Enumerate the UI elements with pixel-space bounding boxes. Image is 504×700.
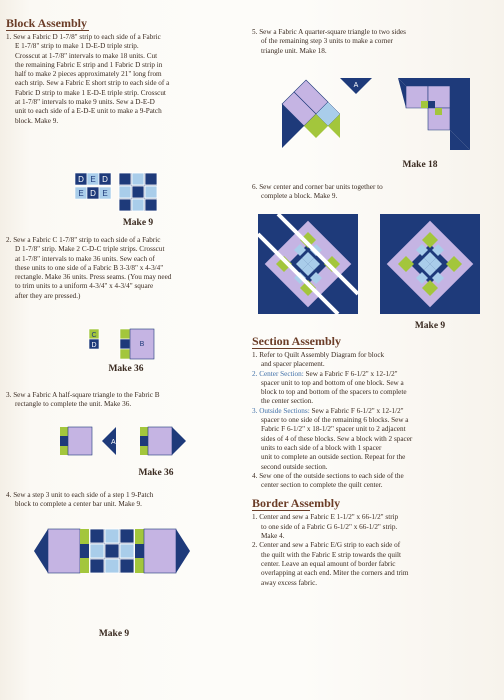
- step-1-line: 1. Sew a Fabric D 1-7/8" strip to each side of a Fabric: [6, 33, 161, 41]
- a-label: A: [353, 82, 359, 89]
- ded-label: D: [102, 175, 108, 184]
- step-2-line: D 1-7/8" strip. Make 2 C-D-C triple strips. Crosscut: [15, 245, 165, 254]
- step-5: [252, 28, 490, 56]
- step-3: [6, 391, 244, 410]
- section-assembly-heading: Section Assembly: [252, 334, 342, 348]
- section-assembly: [252, 334, 490, 588]
- section-step-2: block to top and bottom of the spacers to complete: [261, 388, 407, 397]
- step-6-line: complete a block. Make 9.: [261, 192, 338, 201]
- hst-unit-parts: [60, 427, 116, 455]
- border-step-1: to one side of a Fabric G 6-1/2" x 66-1/2" strip.: [261, 522, 398, 531]
- block-complete: [380, 214, 480, 314]
- nine-patch-block: [119, 173, 157, 211]
- border-step-2: 2. Center and sew a Fabric E/G strip to each side of: [252, 541, 401, 550]
- step-1-line: block. Make 9.: [15, 116, 59, 125]
- center-bar-diagram: [22, 520, 232, 644]
- step-1-line: Fabric D strip to make 1 E-D-E triple strip. Crosscut: [15, 88, 166, 97]
- section-step-2: the center section.: [261, 397, 314, 406]
- ded-strip: [75, 173, 111, 199]
- section-step-1: and spacer placement.: [261, 360, 325, 369]
- make-36-label: Make 36: [108, 364, 144, 374]
- step-2-line: at 1-7/8" intervals to make 36 units. Sew each of: [15, 254, 155, 263]
- section-step-4: 4. Sew one of the outside sections to each side of the: [252, 471, 404, 480]
- section-step-2: spacer unit to top and bottom of one block. Sew a: [261, 378, 404, 387]
- corner-unit-complete: [398, 78, 470, 150]
- border-step-2: away excess fabric.: [261, 578, 318, 587]
- cd-label: C: [91, 332, 97, 339]
- border-step-2: center. Leave an equal amount of border fabric: [261, 559, 396, 568]
- step-1-line: unit to each side of a E-D-E unit to make a 9-Patch: [15, 107, 162, 116]
- step-1-line: E 1-7/8" strip to make 1 D-E-D triple strip.: [15, 42, 139, 51]
- b-label: B: [139, 341, 145, 348]
- block-in-parts: [258, 214, 358, 314]
- step-3-line: 3. Sew a Fabric A half-square triangle to the Fabric B: [6, 391, 160, 399]
- border-assembly-heading: Border Assembly: [252, 496, 341, 511]
- finished-block-diagram: [256, 210, 496, 334]
- make-9-label: Make 9: [98, 629, 130, 639]
- step-6-line: 6. Sew center and corner bar units together to: [252, 183, 383, 191]
- ded-label: E: [102, 189, 108, 198]
- section-step-3: spacer to one side of the remaining 6 blocks. Sew a: [261, 416, 409, 425]
- section-step-3: units to each side of a block with 1 spacer: [261, 443, 382, 452]
- step-1-line: Crosscut at 1-7/8" intervals to make 18 units. Cut: [15, 51, 158, 60]
- step-2-line: after they are pressed.): [15, 291, 81, 300]
- ded-label: D: [78, 175, 84, 184]
- nine-patch-diagram: [72, 172, 222, 228]
- corner-unit-parts: [280, 72, 372, 148]
- section-step-3: sides of 4 of these blocks. Sew a block with 2 spacer: [261, 434, 413, 443]
- border-step-1: 1. Center and sew a Fabric E 1-1/2" x 66-1/2" strip: [252, 513, 399, 522]
- section-step-3: second outside section.: [261, 462, 328, 471]
- step-1: [6, 33, 244, 126]
- make-9-label: Make 9: [122, 218, 154, 228]
- make-36-label: Make 36: [138, 468, 174, 478]
- cd-label: D: [91, 342, 97, 349]
- step-2-line: 2. Sew a Fabric C 1-7/8" strip to each side of a Fabric: [6, 236, 161, 244]
- step-2: [6, 236, 244, 301]
- ded-label: E: [78, 189, 84, 198]
- step-3-line: rectangle to complete the unit. Make 36.: [15, 400, 132, 409]
- hst-unit-diagram: [58, 424, 208, 484]
- block-assembly-heading: Block Assembly: [6, 16, 88, 30]
- corner-unit-diagram: [280, 72, 490, 172]
- center-nine-patch: [90, 529, 134, 573]
- step-1-line: each strip. Sew a Fabric E short strip to each side of a: [15, 79, 170, 88]
- step-4-line: 4. Sew a step 3 unit to each side of a step 1 9-Patch: [6, 491, 154, 499]
- border-step-2: overlapping at each end. Miter the corners and trim: [261, 569, 409, 578]
- step-1-line: the remaining Fabric E strip and 1 Fabric D strip in: [15, 60, 163, 69]
- step-2-line: rectangle. Make 36 units. Press seams. (You may need: [15, 273, 172, 282]
- border-step-1: Make 4.: [261, 532, 285, 541]
- step-2-line: to trim units to a uniform 4-3/4" x 4-3/4" square: [15, 282, 154, 291]
- step-1-line: half to make 2 pieces approximately 21" long from: [15, 70, 162, 79]
- section-step-3: Sew a Fabric F 6-1/2" x 12-1/2": [309, 406, 404, 415]
- step-5-line: 5. Sew a Fabric A quarter-square triangle to two sides: [252, 28, 406, 36]
- section-step-1: 1. Refer to Quilt Assembly Diagram for block: [252, 351, 385, 359]
- center-section-label: 2. Center Section:: [252, 369, 304, 378]
- step-2-line: these units to one side of a Fabric B 3-3/8" x 4-3/4": [15, 263, 164, 272]
- section-step-4: center section to complete the quilt center.: [261, 481, 383, 490]
- ded-label: E: [90, 175, 96, 184]
- make-18-label: Make 18: [402, 160, 438, 170]
- section-step-3: unit to complete an outside section. Repeat for the: [261, 453, 406, 462]
- cdc-unit-diagram: [86, 328, 176, 388]
- hst-unit-complete: [140, 427, 186, 455]
- outside-sections-label: 3. Outside Sections:: [252, 406, 310, 415]
- make-9-label: Make 9: [414, 321, 446, 331]
- section-step-2: Sew a Fabric F 6-1/2" x 12-1/2": [303, 369, 398, 378]
- step-5-line: triangle unit. Make 18.: [261, 46, 327, 55]
- step-5-line: of the remaining step 3 units to make a corner: [261, 37, 393, 46]
- step-4: [6, 491, 244, 510]
- b-unit: [120, 329, 154, 359]
- left-column: [6, 16, 244, 126]
- ded-label: D: [90, 189, 96, 198]
- step-4-line: block to complete a center bar unit. Make 9.: [15, 500, 142, 509]
- a-label: A: [111, 439, 116, 446]
- step-6: [252, 183, 490, 202]
- section-step-3: Fabric F 6-1/2" x 18-1/2" spacer unit to 2 adjacent: [261, 425, 406, 434]
- step-1-line: at 1-7/8" intervals to make 9 units. Sew a D-E-D: [15, 98, 155, 107]
- border-step-2: the quilt with the Fabric E strip towards the quilt: [261, 550, 401, 559]
